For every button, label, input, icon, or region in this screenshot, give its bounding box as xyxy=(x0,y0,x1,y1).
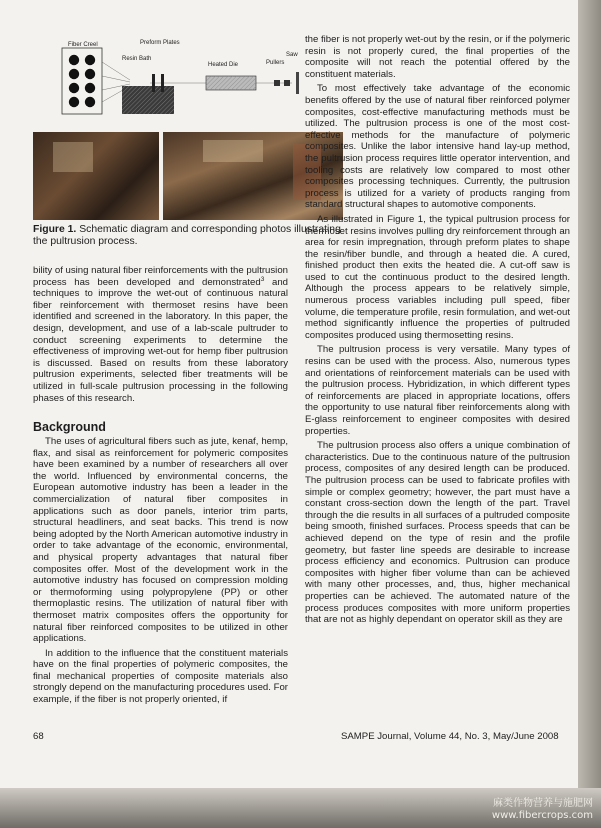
fiber-spools xyxy=(69,55,95,107)
preform-plate-1 xyxy=(152,74,155,92)
watermark-line-1: 麻类作物营养与施肥网 xyxy=(493,798,593,809)
page-number: 68 xyxy=(33,731,44,742)
caption-text: Schematic diagram and corresponding photos illustrating the pultrusion process. xyxy=(33,224,341,248)
right-paragraph-2: To most effectively take advantage of the economic benefits offered by the use of natural fiber reinforced polymer composites, cost-effective manufacturing methods must be utilized. The pultrusion process is one of the most cost-effective methods for the manufacture of polymeric composites. Unlike the labor intensive hand lay-up method, the pultrusion process requires little operator intervention, and tooling costs are relatively low compared to most other composites processing techniques. Currently, the pultrusion process is utilized for a variety of products ranging from standard structural shapes to automotive components. xyxy=(305,83,570,211)
adjacent-page-edge xyxy=(578,0,601,790)
journal-citation: SAMPE Journal, Volume 44, No. 3, May/June 2008 xyxy=(341,731,559,742)
photo-highlight xyxy=(53,142,93,172)
label-resin-bath: Resin Bath xyxy=(122,56,152,62)
label-fiber-creel: Fiber Creel xyxy=(68,42,98,48)
intro-paragraph: bility of using natural fiber reinforcements with the pultrusion process has been developed and demonstrated$^3$ and techniques to improve the wet-out of continuous natural fiber reinforcement with thermoset resins have been identified and screened in the laboratory. In this paper, the design, development, and use of a lab-scale pultruder to conduct screening experiments to determine the effectiveness of improving wet-out for hemp fiber pultrusion is discussed. Based on results from these laboratory pultrusion experiments, selected fiber treatments will be utilized in full-scale pultrusion processing in the following phases of this research. xyxy=(33,265,288,404)
right-paragraph-5: The pultrusion process also offers a unique combination of characteristics. Due to the continuous nature of the pultrusion process, composites of any desired length can be produced. The pultrusion process can be used to fabricate profiles with simple or complex geometry; however, the part must have a constant cross-section down the length of the part. Travel through the die results in all surfaces of a pultruded composite being smooth, finished surfaces. Process speeds that can be achieved depend on the type of resin and the profile geometry, but faster line speeds are desirable to increase process efficiency and economics. Pultrusion can produce composites with higher fiber volume than can be achieved with many other processes, and, thus, higher mechanical properties can be achieved. The automated nature of the process produces composites with more uniform properties that are not as highly dependant on operator skill as they are xyxy=(305,440,570,626)
background-paragraph-1: The uses of agricultural fibers such as jute, kenaf, hemp, flax, and sisal as reinforcement for polymeric composites have been examined by a number of researchers all over the world. Influenced by environmental concerns, the European automotive industry has been a leader in the commercialization of natural fiber composites in applications such as door panels, interior trim parts, structural headliners, and seat backs. This trend is now being adopted by the North American automotive industry in order to take advantage of the economic, environmental, and physical property advantages that natural fiber composites offer. Most of the development work in the automotive industry has focused on compression molding or thermoforming using polypropylene (PP) or other thermoplastic resins. The utilization of natural fiber with thermoset matrix composites offers the opportunity for natural fiber reinforced composites to be utilized in other applications. xyxy=(33,436,288,645)
left-column-background xyxy=(33,420,288,706)
right-paragraph-4: The pultrusion process is very versatile. Many types of resins can be used with the process. Also, numerous types and orientations of reinforcement materials can be used with the pultrusion process. Hybridization, in which different types of reinforcements are placed in appropriate locations, offers the opportunity to use natural fiber reinforcements along with E-glass reinforcement to engineer composites with desired properties. xyxy=(305,344,570,437)
fiber-creel-frame xyxy=(62,48,102,114)
right-paragraph-3: As illustrated in Figure 1, the typical pultrusion process for thermoset resins involves pulling dry reinforcement through an area for resin impregnation, through preform plates to shape the resin/fiber bundle, and through a heated die. A cured, finished product then exits the heated die. A cut-off saw is used to cut the continuous product to the desired length. Although the process appears to be relatively simple, numerous process variables including pull speed, fiber volume, die temperature profile, resin formulation, and wet-out method significantly influence the properties of pultruded composites produced using thermosetting resins. xyxy=(305,213,570,341)
puller-2 xyxy=(284,80,290,86)
watermark-line-2: www.fibercrops.com xyxy=(491,810,593,821)
site-watermark xyxy=(492,798,593,822)
label-heated-die: Heated Die xyxy=(208,62,239,68)
section-heading-background: Background xyxy=(33,420,106,434)
label-pullers: Pullers xyxy=(266,60,285,66)
label-saw: Saw xyxy=(286,52,298,58)
heated-die-hatch xyxy=(206,76,256,90)
background-paragraph-2: In addition to the influence that the constituent materials have on the final properties of polymeric composites, the final mechanical properties of composite materials also strongly depend on the manufacturing procedures used. For example, if the fiber is not properly oriented, if xyxy=(33,647,288,706)
figure-caption xyxy=(33,224,348,249)
resin-bath-hatch xyxy=(122,86,174,114)
reference-marker: 3 xyxy=(260,275,265,283)
right-paragraph-1: the fiber is not properly wet-out by the resin, or if the polymeric resin is not properly cured, the final properties of the composite will not reach the potential offered by the constituent materials. xyxy=(305,34,571,80)
right-column xyxy=(305,34,570,626)
saw-blade xyxy=(296,72,299,94)
photo-highlight xyxy=(203,140,263,162)
caption-label: Figure 1. xyxy=(33,224,77,235)
label-preform-plates: Preform Plates xyxy=(140,40,180,46)
preform-plate-2 xyxy=(161,74,164,92)
pultrusion-schematic xyxy=(60,36,300,126)
left-column-intro xyxy=(33,265,288,404)
pultruder-photo-left xyxy=(33,132,159,220)
puller-1 xyxy=(274,80,280,86)
